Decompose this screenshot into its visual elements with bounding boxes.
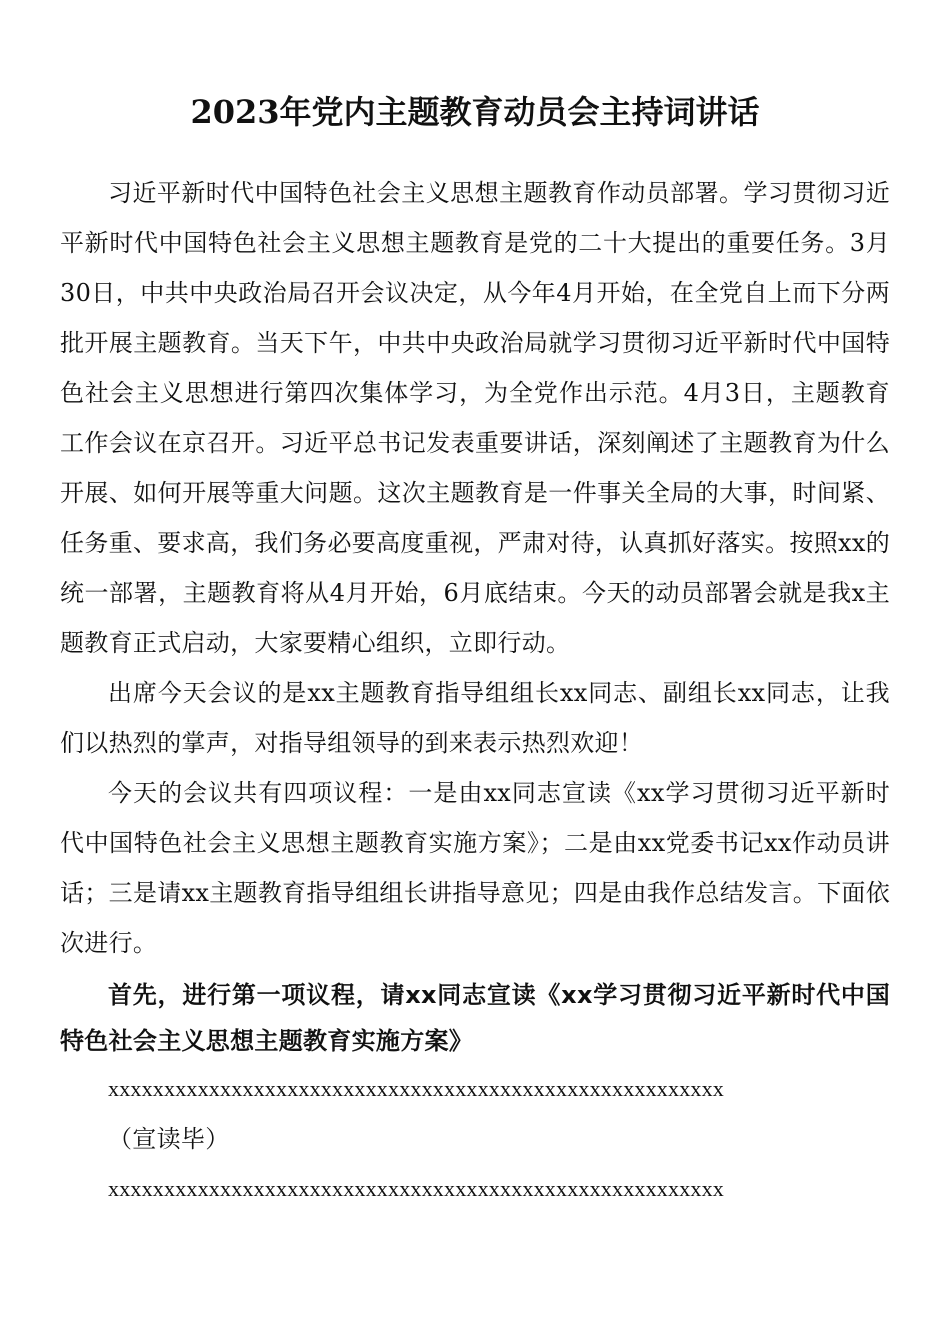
document-body [60,168,890,1214]
agenda-paragraph: 今天的会议共有四项议程：一是由xx同志宣读《xx学习贯彻习近平新时代中国特色社会主义思想主题教育实施方案》；二是由xx党委书记xx作动员讲话；三是请xx主题教育指导组组长讲指导意见；四是由我作总结发言。下面依次进行。 [60,779,890,957]
intro-paragraph: 习近平新时代中国特色社会主义思想主题教育作动员部署。学习贯彻习近平新时代中国特色社会主义思想主题教育是党的二十大提出的重要任务。3月30日，中共中央政治局召开会议决定，从今年4月开始，在全党自上而下分两批开展主题教育。当天下午，中共中央政治局就学习贯彻习近平新时代中国特色社会主义思想进行第四次集体学习，为全党作出示范。4月3日，主题教育工作会议在京召开。习近平总书记发表重要讲话，深刻阐述了主题教育为什么开展、如何开展等重大问题。这次主题教育是一件事关全局的大事，时间紧、任务重、要求高，我们务必要高度重视，严肃对待，认真抓好落实。按照xx的统一部署，主题教育将从4月开始，6月底结束。今天的动员部署会就是我x主题教育正式启动，大家要精心组织，立即行动。 [60,179,890,657]
placeholder-line: xxxxxxxxxxxxxxxxxxxxxxxxxxxxxxxxxxxxxxxxxxxxxxxxxxxxxxx [108,1076,724,1101]
attendees-paragraph: 出席今天会议的是xx主题教育指导组组长xx同志、副组长xx同志，让我们以热烈的掌声，对指导组领导的到来表示热烈欢迎！ [60,679,890,757]
document-title: 2023年党内主题教育动员会主持词讲话 [190,93,760,131]
first-agenda-item: 首先，进行第一项议程，请xx同志宣读《xx学习贯彻习近平新时代中国特色社会主义思想主题教育实施方案》 [60,981,890,1055]
reading-note: （宣读毕） [108,1125,230,1153]
placeholder-line: xxxxxxxxxxxxxxxxxxxxxxxxxxxxxxxxxxxxxxxxxxxxxxxxxxxxxxx [108,1176,724,1201]
